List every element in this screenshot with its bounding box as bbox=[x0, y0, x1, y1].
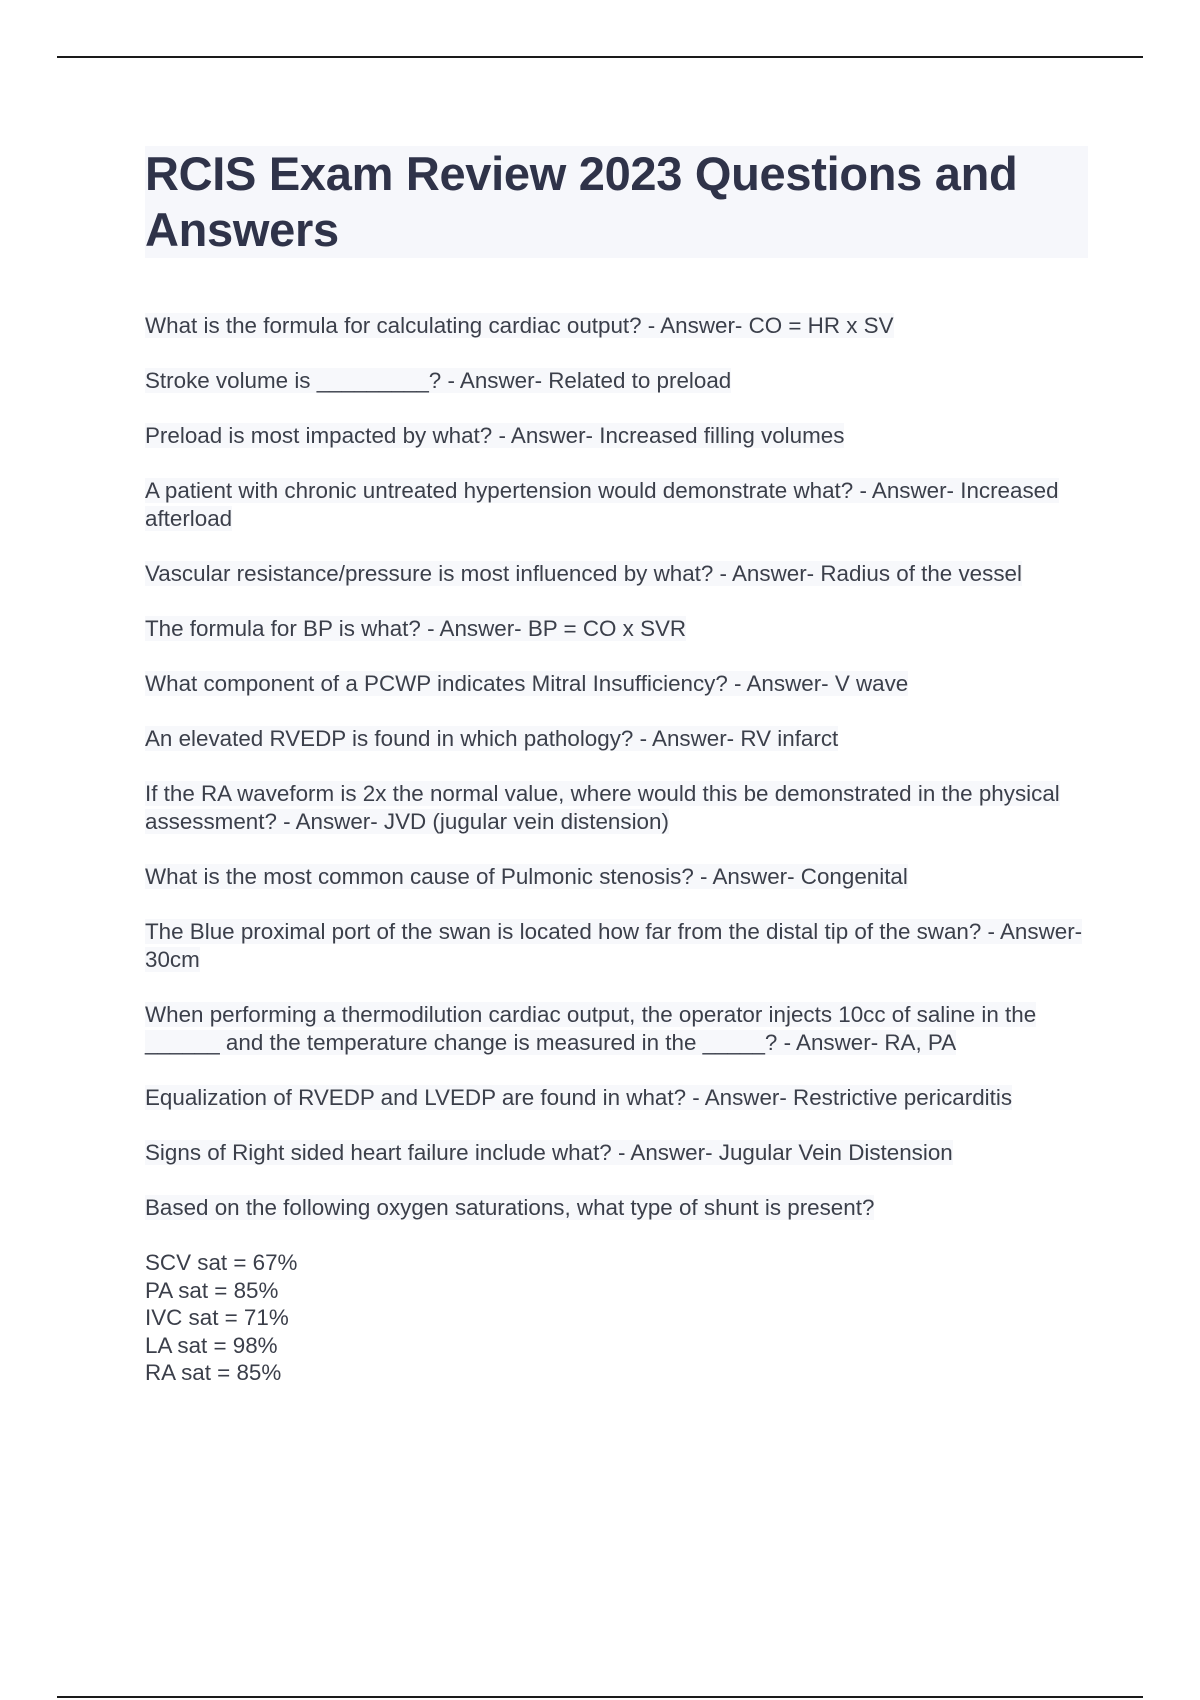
qa-item bbox=[145, 615, 1105, 643]
qa-text: Signs of Right sided heart failure include what? - Answer- Jugular Vein Distension bbox=[145, 1140, 953, 1165]
saturation-value: PA sat = 85% bbox=[145, 1277, 279, 1303]
qa-text: The Blue proximal port of the swan is located how far from the distal tip of the swan? - Answer- 30cm bbox=[145, 919, 1083, 972]
qa-item bbox=[145, 422, 1105, 450]
qa-text: What is the formula for calculating cardiac output? - Answer- CO = HR x SV bbox=[145, 313, 894, 338]
qa-item bbox=[145, 863, 1105, 891]
bottom-divider bbox=[57, 1696, 1143, 1698]
qa-text: The formula for BP is what? - Answer- BP = CO x SVR bbox=[145, 616, 687, 641]
qa-item bbox=[145, 1001, 1105, 1057]
title-block bbox=[145, 146, 1088, 258]
qa-text: A patient with chronic untreated hypertension would demonstrate what? - Answer- Increased afterload bbox=[145, 478, 1059, 531]
qa-item bbox=[145, 312, 1105, 340]
saturation-value: RA sat = 85% bbox=[145, 1360, 282, 1385]
qa-item bbox=[145, 1084, 1105, 1112]
saturation-value: SCV sat = 67% bbox=[145, 1250, 298, 1275]
saturation-value: LA sat = 98% bbox=[145, 1332, 278, 1358]
qa-item bbox=[145, 1139, 1105, 1167]
qa-text: Preload is most impacted by what? - Answer- Increased filling volumes bbox=[145, 423, 845, 448]
qa-item bbox=[145, 477, 1105, 533]
top-divider bbox=[57, 56, 1143, 58]
qa-text: When performing a thermodilution cardiac output, the operator injects 10cc of saline in the ______ and the temperature change is measured in the _____? - Answer- RA, PA bbox=[145, 1002, 1037, 1055]
qa-item bbox=[145, 367, 1105, 395]
qa-text: Vascular resistance/pressure is most influenced by what? - Answer- Radius of the vessel bbox=[145, 561, 1022, 586]
qa-item bbox=[145, 670, 1105, 698]
qa-list bbox=[145, 312, 1105, 1387]
qa-item bbox=[145, 1194, 1105, 1222]
qa-text: Equalization of RVEDP and LVEDP are found in what? - Answer- Restrictive pericarditis bbox=[145, 1085, 1013, 1110]
qa-text: What is the most common cause of Pulmonic stenosis? - Answer- Congenital bbox=[145, 864, 908, 889]
qa-item bbox=[145, 560, 1105, 588]
saturation-value: IVC sat = 71% bbox=[145, 1305, 289, 1330]
qa-text: What component of a PCWP indicates Mitral Insufficiency? - Answer- V wave bbox=[145, 671, 909, 696]
qa-item bbox=[145, 780, 1105, 836]
qa-text: If the RA waveform is 2x the normal value, where would this be demonstrated in the physical assessment? - Answer- JVD (jugular vein distension) bbox=[145, 781, 1060, 834]
qa-text: An elevated RVEDP is found in which pathology? - Answer- RV infarct bbox=[145, 726, 839, 751]
qa-item bbox=[145, 725, 1105, 753]
qa-text: Stroke volume is _________? - Answer- Related to preload bbox=[145, 368, 732, 393]
page-title: RCIS Exam Review 2023 Questions and Answers bbox=[145, 147, 1018, 256]
qa-text: Based on the following oxygen saturations, what type of shunt is present? bbox=[145, 1195, 875, 1220]
qa-item bbox=[145, 918, 1105, 974]
saturation-list bbox=[145, 1249, 1105, 1387]
